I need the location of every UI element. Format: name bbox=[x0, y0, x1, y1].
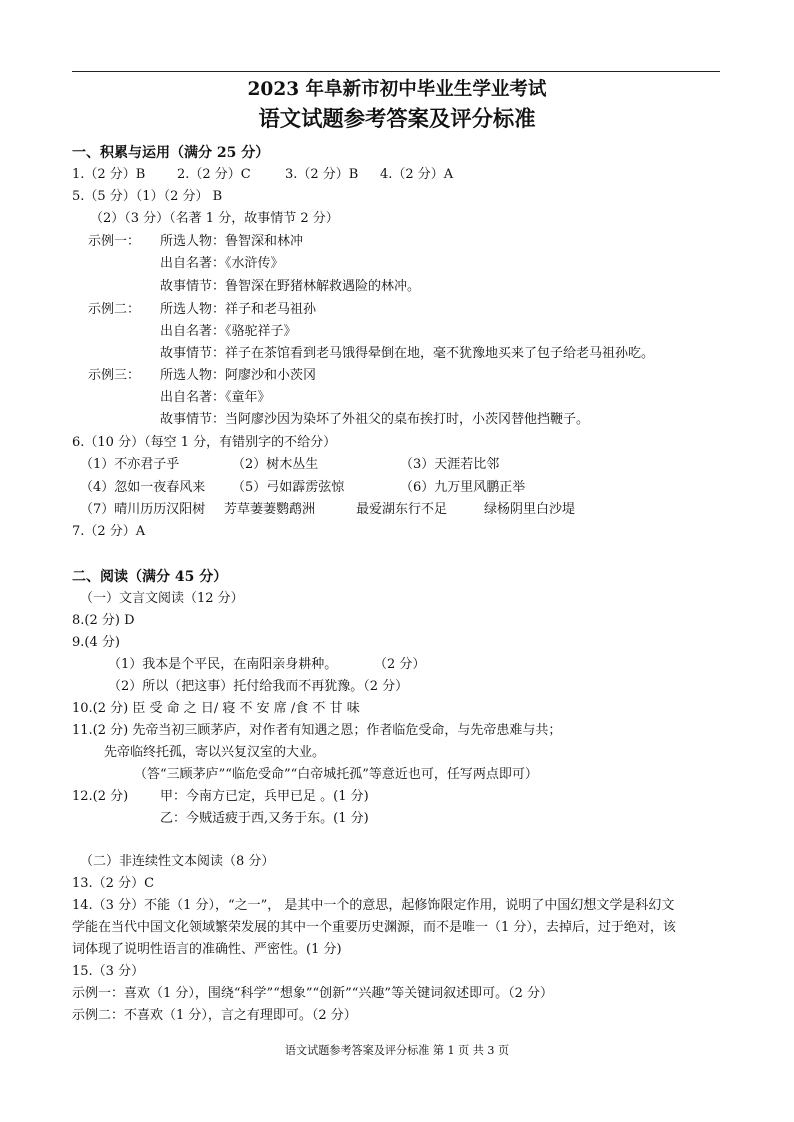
answer-q15-example2: 示例二：不喜欢（1 分），言之有理即可。（2 分） bbox=[72, 1008, 357, 1023]
poem-answer: （1）不亦君子乎 bbox=[80, 457, 180, 472]
subsection-heading: （一）文言文阅读（12 分） bbox=[80, 591, 244, 606]
answer-q11-cont: 先帝临终托孤，寄以兴复汉室的大业。 bbox=[104, 745, 326, 760]
example-plot: 故事情节：祥子在茶馆看到老马饿得晕倒在地，毫不犹豫地买来了包子给老马祖孙吃。 bbox=[160, 346, 655, 361]
poem-answer: （2）树木丛生 bbox=[232, 457, 319, 472]
example-book: 出自名著：《水浒传》 bbox=[160, 256, 284, 271]
example-plot: 故事情节：当阿廖沙因为染坏了外祖父的桌布挨打时，小茨冈替他挡鞭子。 bbox=[160, 412, 590, 427]
poem-answer: 芳草萋萋鹦鹉洲 bbox=[224, 502, 316, 517]
answer-q4: 4.（2 分）A bbox=[380, 167, 454, 182]
answer-q12-b: 乙：今贼适疲于西,又务于东。(1 分) bbox=[160, 811, 369, 826]
answer-q9-1-score: （2 分） bbox=[374, 657, 426, 672]
answer-q2: 2.（2 分）C bbox=[177, 167, 251, 182]
document-title: 语文试题参考答案及评分标准 bbox=[258, 107, 536, 132]
example-person: 所选人物：鲁智深和林冲 bbox=[160, 234, 304, 249]
page-footer: 语文试题参考答案及评分标准 第 1 页 共 3 页 bbox=[284, 1044, 510, 1057]
example-book: 出自名著：《骆驼祥子》 bbox=[160, 324, 297, 339]
example-person: 所选人物：祥子和老马祖孙 bbox=[160, 302, 317, 317]
answer-q12-a: 甲：今南方已定，兵甲已足 。(1 分) bbox=[160, 789, 369, 804]
example-person: 所选人物：阿廖沙和小茨冈 bbox=[160, 368, 317, 383]
section-heading-part1: 一、积累与运用（满分 25 分） bbox=[72, 145, 270, 161]
exam-title: 2023 年阜新市初中毕业生学业考试 bbox=[247, 79, 547, 100]
answer-q11-note: （答“三顾茅庐”“临危受命”“白帝城托孤”等意近也可，任写两点即可） bbox=[134, 767, 538, 782]
answer-q3: 3.（2 分）B bbox=[285, 167, 359, 182]
poem-answer: （7）晴川历历汉阳树 bbox=[80, 502, 206, 517]
answer-q11: 11.(2 分) 先帝当初三顾茅庐，对作者有知遇之恩；作者临危受命，与先帝患难与共； bbox=[72, 723, 562, 738]
section-heading-part2: 二、阅读（满分 45 分） bbox=[72, 569, 228, 585]
answer-q1: 1.（2 分）B bbox=[72, 167, 146, 182]
poem-answer: （6）九万里风鹏正举 bbox=[400, 480, 526, 495]
poem-answer: （3）天涯若比邻 bbox=[400, 457, 500, 472]
answer-q9-1: （1）我本是个平民，在南阳亲身耕种。 bbox=[108, 657, 338, 672]
poem-answer: （4）忽如一夜春风来 bbox=[80, 480, 206, 495]
answer-q14-cont: 词体现了说明性语言的准确性、严密性。(1 分) bbox=[72, 942, 342, 957]
answer-q10: 10.(2 分) 臣 受 命 之 日/ 寝 不 安 席 /食 不 甘 味 bbox=[72, 701, 360, 716]
answer-q15-example1: 示例一：喜欢（1 分），围绕“科学”“想象”“创新”“兴趣”等关键词叙述即可。（2 分） bbox=[72, 986, 553, 1001]
poem-answer: （5）弓如霹雳弦惊 bbox=[232, 480, 345, 495]
answer-q15: 15.（3 分） bbox=[72, 964, 145, 979]
example-label: 示例三： bbox=[88, 368, 141, 383]
answer-q8: 8.(2 分) D bbox=[72, 613, 135, 628]
answer-q9-2: （2）所以（把这事）托付给我而不再犹豫。（2 分） bbox=[108, 679, 409, 694]
answer-q14: 14.（3 分）不能（1 分），“之一”， 是其中一个的意思，起修饰限定作用，说明了中国幻想文学是科幻文 bbox=[72, 898, 675, 913]
poem-answer: 绿杨阴里白沙堤 bbox=[484, 502, 576, 517]
answer-q12-label: 12.(2 分) bbox=[72, 789, 129, 804]
example-label: 示例二： bbox=[88, 302, 141, 317]
example-label: 示例一： bbox=[88, 234, 141, 249]
answer-q5: 5.（5 分）（1）（2 分） B bbox=[72, 189, 223, 204]
example-plot: 故事情节：鲁智深在野猪林解救遇险的林冲。 bbox=[160, 279, 421, 294]
answer-q6: 6.（10 分）（每空 1 分，有错别字的不给分） bbox=[72, 435, 337, 450]
header-rule bbox=[72, 71, 720, 72]
answer-q9: 9.(4 分) bbox=[72, 635, 120, 650]
subsection-heading: （二）非连续性文本阅读（8 分） bbox=[80, 854, 275, 869]
example-book: 出自名著：《童年》 bbox=[160, 390, 271, 405]
poem-answer: 最爱湖东行不足 bbox=[356, 502, 448, 517]
answer-q5-2: （2）（3 分）（名著 1 分，故事情节 2 分） bbox=[90, 211, 339, 226]
answer-q7: 7.（2 分）A bbox=[72, 524, 146, 539]
answer-q13: 13.（2 分）C bbox=[72, 876, 155, 891]
answer-q14-cont: 学能在当代中国文化领域繁荣发展的其中一个重要历史渊源，而不是唯一（1 分），去掉后，过于绝对，该 bbox=[72, 920, 676, 935]
